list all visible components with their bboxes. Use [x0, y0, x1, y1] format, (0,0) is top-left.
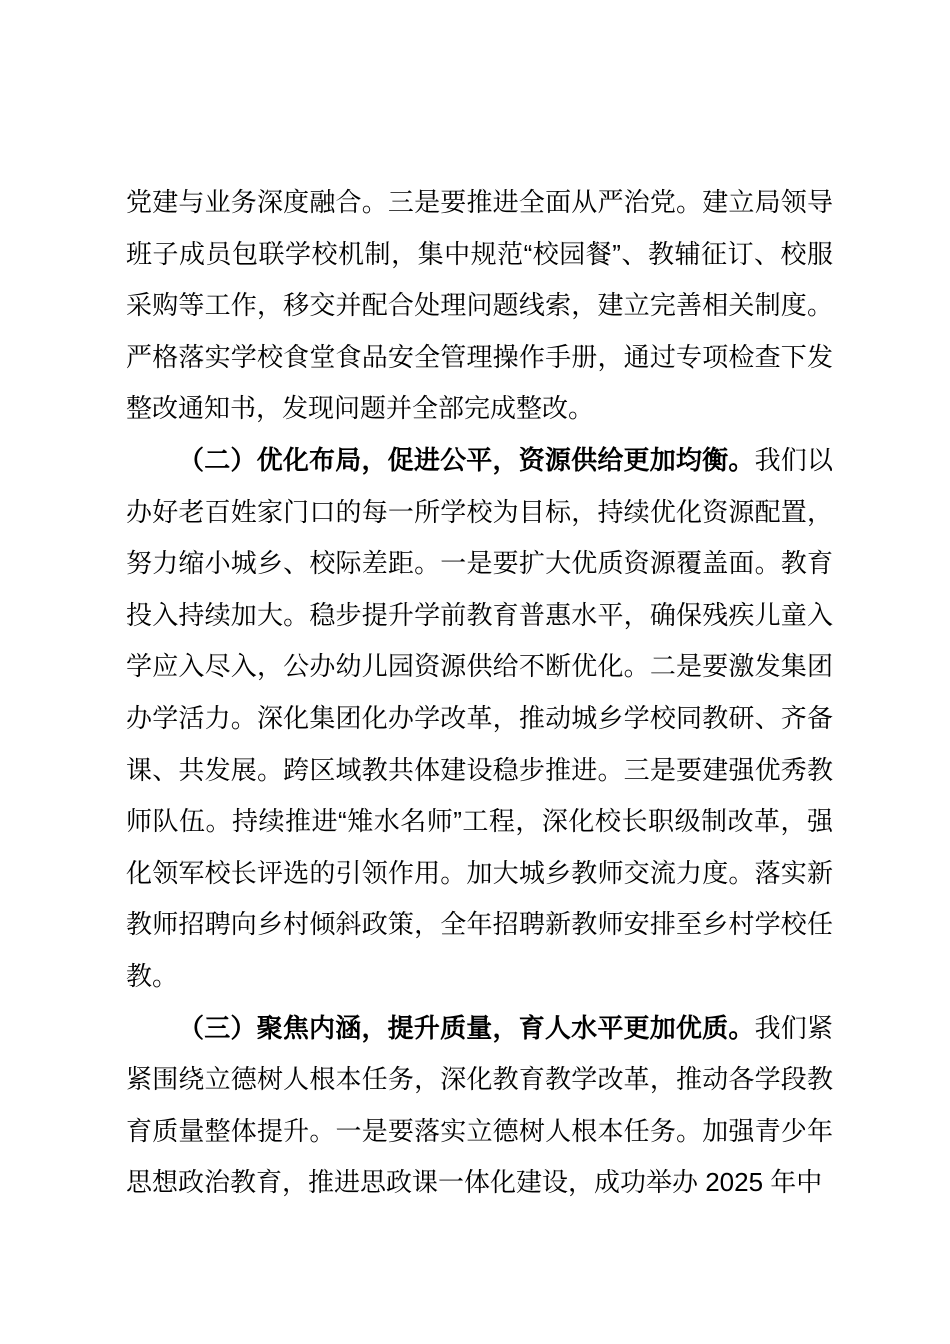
paragraph-text: 党建与业务深度融合。三是要推进全面从严治党。建立局领导班子成员包联学校机制，集中规范“校园餐”、教辅征订、校服采购等工作，移交并配合处理问题线索，建立完善相关制度。严格落实学校食堂食品安全管理操作手册，通过专项检查下发整改通知书，发现问题并全部完成整改。	[126, 187, 833, 424]
paragraph-continuation	[126, 177, 833, 435]
paragraph-section-2	[126, 435, 833, 1003]
section-heading: （三）聚焦内涵，提升质量，育人水平更加优质。	[178, 1012, 755, 1043]
paragraph-section-3	[126, 1003, 833, 1209]
paragraph-text: 我们紧紧围绕立德树人根本任务，深化教育教学改革，推动各学段教育质量整体提升。一是要落实立德树人根本任务。加强青少年思想政治教育，推进思政课一体化建设，成功举办 2025 年中	[126, 1012, 833, 1198]
section-heading: （二）优化布局，促进公平，资源供给更加均衡。	[178, 444, 755, 475]
paragraph-text: 我们以办好老百姓家门口的每一所学校为目标，持续优化资源配置，努力缩小城乡、校际差距。一是要扩大优质资源覆盖面。教育投入持续加大。稳步提升学前教育普惠水平，确保残疾儿童入学应入尽入，公办幼儿园资源供给不断优化。二是要激发集团办学活力。深化集团化办学改革，推动城乡学校同教研、齐备课、共发展。跨区域教共体建设稳步推进。三是要建强优秀教师队伍。持续推进“雉水名师”工程，深化校长职级制改革，强化领军校长评选的引领作用。加大城乡教师交流力度。落实新教师招聘向乡村倾斜政策，全年招聘新教师安排至乡村学校任教。	[126, 444, 833, 991]
